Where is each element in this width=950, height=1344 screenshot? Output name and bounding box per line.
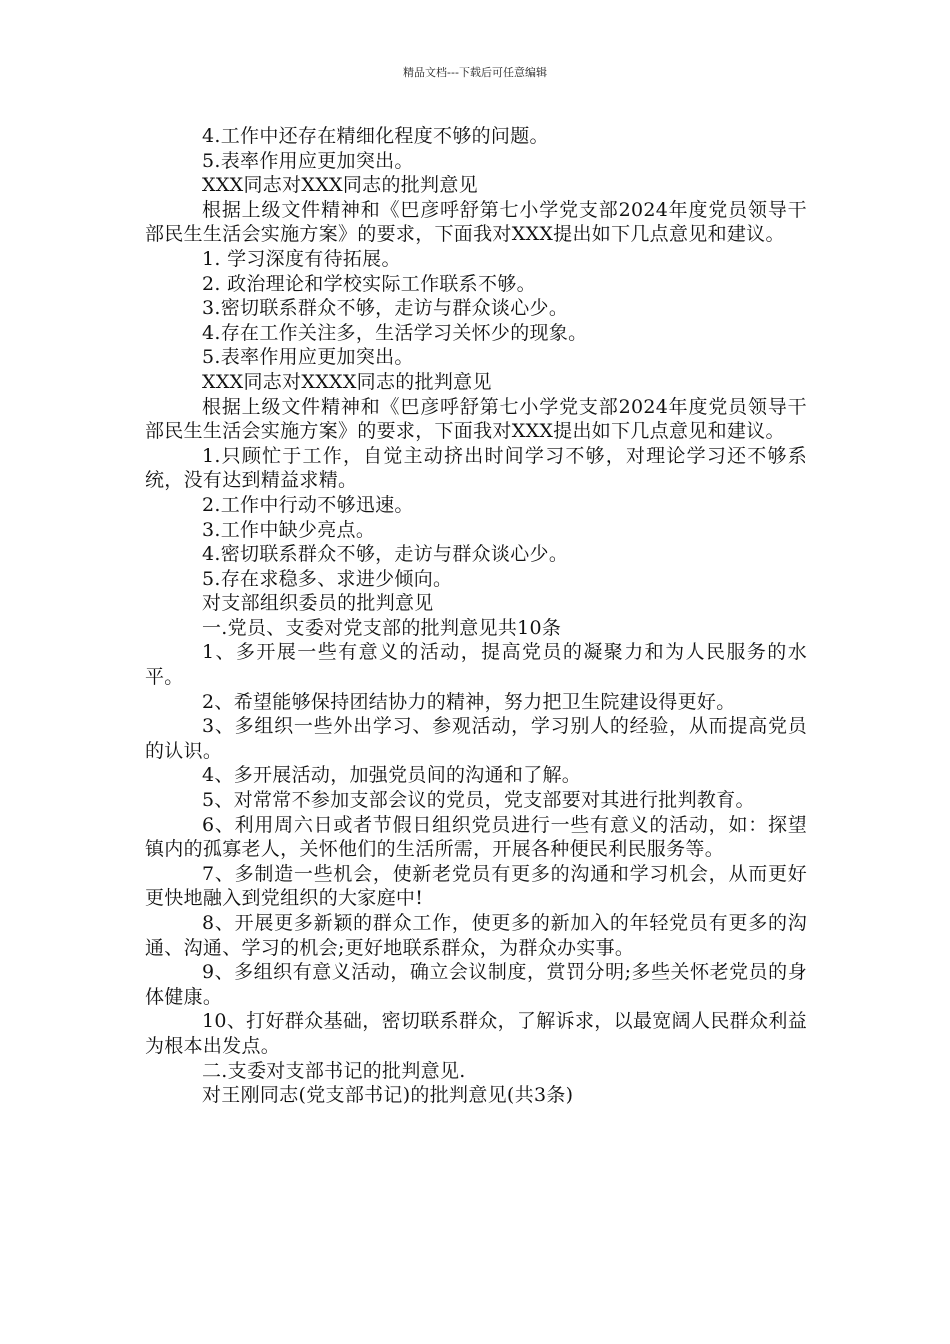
section-heading: 一.党员、支委对党支部的批判意见共10条 — [202, 616, 562, 639]
paragraph: 5.表率作用应更加突出。 — [202, 149, 414, 172]
section-heading: XXX同志对XXXX同志的批判意见 — [202, 370, 492, 393]
paragraph: 6、利用周六日或者节假日组织党员进行一些有意义的活动，如：探望镇内的孤寡老人，关怀他们的生活所需，开展各种便民利民服务等。 — [145, 813, 807, 861]
paragraph: 3、多组织一些外出学习、参观活动，学习别人的经验，从而提高党员的认识。 — [145, 715, 807, 762]
paragraph: 2. 政治理论和学校实际工作联系不够。 — [202, 272, 536, 295]
paragraph: 2.工作中行动不够迅速。 — [202, 493, 414, 516]
paragraph: 1. 学习深度有待拓展。 — [202, 247, 401, 270]
section-heading: 对支部组织委员的批判意见 — [202, 592, 434, 615]
paragraph: 根据上级文件精神和《巴彦呼舒第七小学党支部2024年度党员领导干部民生生活会实施方案》的要求，下面我对XXX提出如下几点意见和建议。 — [145, 198, 807, 246]
paragraph: 3.密切联系群众不够，走访与群众谈心少。 — [202, 297, 569, 320]
paragraph: 1.只顾忙于工作，自觉主动挤出时间学习不够，对理论学习还不够系统，没有达到精益求精。 — [145, 444, 807, 492]
paragraph: 1、多开展一些有意义的活动，提高党员的凝聚力和为人民服务的水平。 — [145, 641, 807, 689]
paragraph: 10、打好群众基础，密切联系群众，了解诉求，以最宽阔人民群众利益为根本出发点。 — [145, 1010, 807, 1057]
section-heading: XXX同志对XXX同志的批判意见 — [202, 174, 478, 197]
section-heading: 对王刚同志(党支部书记)的批判意见(共3条) — [202, 1084, 574, 1107]
paragraph: 根据上级文件精神和《巴彦呼舒第七小学党支部2024年度党员领导干部民生生活会实施方案》的要求，下面我对XXX提出如下几点意见和建议。 — [145, 395, 807, 443]
paragraph: 4.存在工作关注多，生活学习关怀少的现象。 — [202, 321, 588, 344]
paragraph: 5.表率作用应更加突出。 — [202, 346, 414, 369]
paragraph: 9、多组织有意义活动，确立会议制度，赏罚分明;多些关怀老党员的身体健康。 — [145, 961, 807, 1008]
page-header: 精品文档---下载后可任意编辑 — [403, 66, 547, 79]
section-heading: 二.支委对支部书记的批判意见. — [202, 1059, 466, 1082]
paragraph: 8、开展更多新颖的群众工作，使更多的新加入的年轻党员有更多的沟通、沟通、学习的机会;更好地联系群众，为群众办实事。 — [145, 912, 807, 959]
paragraph: 4.密切联系群众不够，走访与群众谈心少。 — [202, 543, 569, 566]
paragraph: 7、多制造一些机会，使新老党员有更多的沟通和学习机会，从而更好更快地融入到党组织的大家庭中! — [145, 862, 807, 910]
paragraph: 4、多开展活动，加强党员间的沟通和了解。 — [202, 764, 582, 787]
paragraph: 5、对常常不参加支部会议的党员，党支部要对其进行批判教育。 — [202, 789, 755, 812]
paragraph: 2、希望能够保持团结协力的精神，努力把卫生院建设得更好。 — [202, 690, 736, 713]
paragraph: 4.工作中还存在精细化程度不够的问题。 — [202, 125, 549, 147]
document-body — [145, 124, 807, 1108]
paragraph: 5.存在求稳多、求进少倾向。 — [202, 567, 453, 590]
paragraph: 3.工作中缺少亮点。 — [202, 518, 376, 541]
